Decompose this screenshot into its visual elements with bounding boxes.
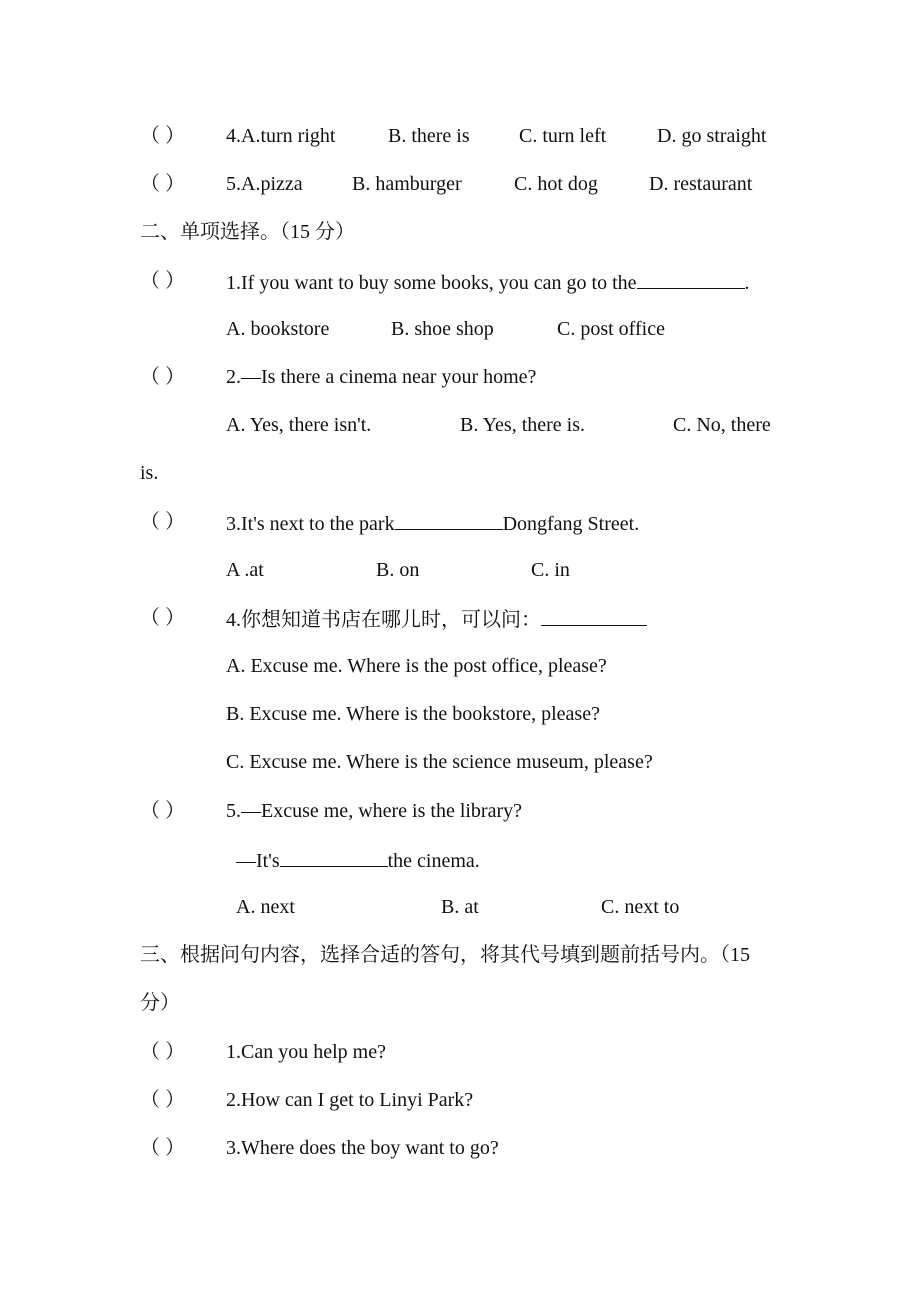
answer-paren[interactable]: （ ） xyxy=(140,125,185,147)
option-a: A. Yes, there isn't. xyxy=(226,414,372,436)
option-a: A. next xyxy=(236,896,295,918)
fill-blank[interactable] xyxy=(395,509,503,530)
reply-text-post: the cinema. xyxy=(387,850,480,872)
option-a: 4.A.turn right xyxy=(226,125,336,147)
option-b: B. at xyxy=(441,896,479,918)
option-b: B. Excuse me. Where is the bookstore, please? xyxy=(226,703,600,725)
fill-blank[interactable] xyxy=(280,846,388,867)
option-c: C. No, there xyxy=(673,414,771,436)
option-b: B. on xyxy=(376,559,420,581)
question-stem: 1.Can you help me? xyxy=(226,1041,386,1063)
section-3-heading-cont: 分） xyxy=(140,992,180,1014)
option-c: C. hot dog xyxy=(514,173,598,195)
option-b: B. Yes, there is. xyxy=(460,414,586,436)
answer-paren[interactable]: （ ） xyxy=(140,366,185,388)
stem-text: 4.你想知道书店在哪儿时，可以问： xyxy=(226,609,541,631)
answer-paren[interactable]: （ ） xyxy=(140,173,185,195)
question-stem: 2.How can I get to Linyi Park? xyxy=(226,1089,474,1111)
question-stem: 3.Where does the boy want to go? xyxy=(226,1137,499,1159)
answer-paren[interactable]: （ ） xyxy=(140,1089,185,1111)
answer-paren[interactable]: （ ） xyxy=(140,511,185,533)
question-stem: 5.—Excuse me, where is the library? xyxy=(226,800,523,822)
option-a: A. bookstore xyxy=(226,318,330,340)
reply-text: —It's xyxy=(236,850,280,872)
option-c: C. turn left xyxy=(519,125,607,147)
option-c: C. next to xyxy=(601,896,680,918)
stem-text: 3.It's next to the park xyxy=(226,513,395,535)
stem-text-post: Dongfang Street. xyxy=(502,513,640,535)
option-a: A. Excuse me. Where is the post office, please? xyxy=(226,655,607,677)
fill-blank[interactable] xyxy=(541,605,647,626)
section-3-heading: 三、根据问句内容，选择合适的答句，将其代号填到题前括号内。（15 xyxy=(140,944,750,966)
question-stem xyxy=(226,268,750,296)
option-c: C. Excuse me. Where is the science museum, please? xyxy=(226,751,653,773)
stem-end: . xyxy=(744,272,750,294)
option-d: D. go straight xyxy=(657,125,767,147)
question-stem xyxy=(226,605,647,633)
answer-paren[interactable]: （ ） xyxy=(140,800,185,822)
option-b: B. there is xyxy=(388,125,470,147)
stem-text: 1.If you want to buy some books, you can go to the xyxy=(226,272,637,294)
fill-blank[interactable] xyxy=(637,268,745,289)
question-stem: 2.—Is there a cinema near your home? xyxy=(226,366,537,388)
option-d: D. restaurant xyxy=(649,173,753,195)
section-2-heading: 二、单项选择。（15 分） xyxy=(140,221,355,243)
option-c: C. in xyxy=(531,559,570,581)
answer-paren[interactable]: （ ） xyxy=(140,270,185,292)
option-a: 5.A.pizza xyxy=(226,173,303,195)
option-b: B. shoe shop xyxy=(391,318,494,340)
answer-paren[interactable]: （ ） xyxy=(140,607,185,629)
option-a: A .at xyxy=(226,559,264,581)
question-stem xyxy=(226,509,639,537)
answer-paren[interactable]: （ ） xyxy=(140,1041,185,1063)
option-c: C. post office xyxy=(557,318,665,340)
option-c-continued: is. xyxy=(140,462,159,484)
option-b: B. hamburger xyxy=(352,173,462,195)
answer-paren[interactable]: （ ） xyxy=(140,1137,185,1159)
reply-line xyxy=(236,846,480,874)
